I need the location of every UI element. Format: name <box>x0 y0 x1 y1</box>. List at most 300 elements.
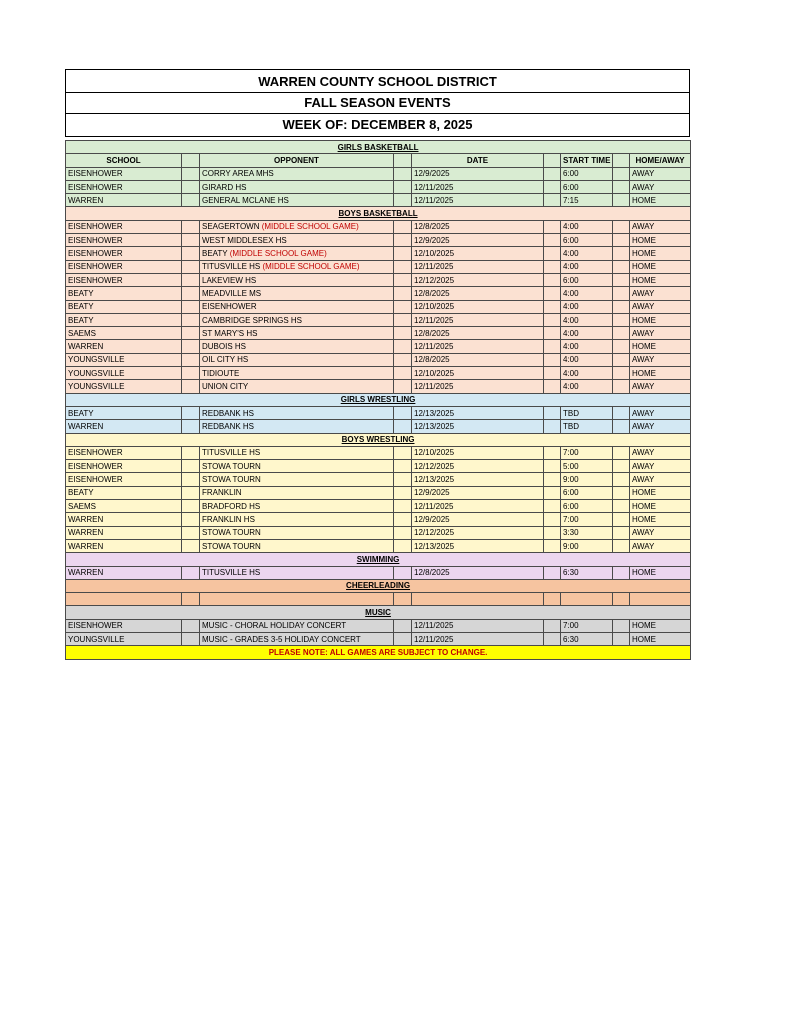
start-time-cell: 9:00 <box>561 473 613 486</box>
section-header-girls-wrestling <box>66 393 691 406</box>
opponent-cell: REDBANK HS <box>200 406 394 419</box>
section-title: CHEERLEADING <box>66 579 691 592</box>
spacer-cell <box>182 367 200 380</box>
spacer-cell <box>613 526 630 539</box>
opponent-cell: TIDIOUTE <box>200 367 394 380</box>
table-row <box>66 420 691 433</box>
section-title: BOYS WRESTLING <box>66 433 691 446</box>
table-row <box>66 194 691 207</box>
start-time-cell: 4:00 <box>561 380 613 393</box>
spacer-cell <box>182 234 200 247</box>
date-cell: 12/12/2025 <box>412 460 544 473</box>
school-cell: WARREN <box>66 420 182 433</box>
section-title: GIRLS BASKETBALL <box>66 141 691 154</box>
table-row <box>66 167 691 180</box>
spacer-cell <box>613 154 630 167</box>
start-time-cell: 6:00 <box>561 167 613 180</box>
start-time-cell: 4:00 <box>561 300 613 313</box>
opponent-cell <box>200 593 394 606</box>
spacer-cell <box>394 313 412 326</box>
spacer-cell <box>613 180 630 193</box>
spacer-cell <box>394 154 412 167</box>
start-time-cell: 4:00 <box>561 340 613 353</box>
table-row <box>66 353 691 366</box>
home-away-cell: AWAY <box>630 167 691 180</box>
spacer-cell <box>544 313 561 326</box>
school-cell: WARREN <box>66 539 182 552</box>
opponent-cell: UNION CITY <box>200 380 394 393</box>
spacer-cell <box>182 154 200 167</box>
section-header-boys-wrestling <box>66 433 691 446</box>
home-away-cell: AWAY <box>630 380 691 393</box>
spacer-cell <box>394 220 412 233</box>
spacer-cell <box>544 593 561 606</box>
section-header-girls-basketball <box>66 141 691 154</box>
date-cell: 12/10/2025 <box>412 247 544 260</box>
spacer-cell <box>544 420 561 433</box>
date-cell: 12/11/2025 <box>412 313 544 326</box>
table-row <box>66 367 691 380</box>
spacer-cell <box>544 167 561 180</box>
spacer-cell <box>182 180 200 193</box>
table-row <box>66 619 691 632</box>
opponent-cell: TITUSVILLE HS <box>200 446 394 459</box>
school-cell: YOUNGSVILLE <box>66 353 182 366</box>
spacer-cell <box>613 539 630 552</box>
start-time-cell: 4:00 <box>561 260 613 273</box>
spacer-cell <box>613 420 630 433</box>
spacer-cell <box>613 327 630 340</box>
home-away-cell <box>630 593 691 606</box>
school-cell: EISENHOWER <box>66 180 182 193</box>
date-cell: 12/9/2025 <box>412 167 544 180</box>
spacer-cell <box>613 300 630 313</box>
opponent-cell: SEAGERTOWN (MIDDLE SCHOOL GAME) <box>200 220 394 233</box>
home-away-cell: AWAY <box>630 420 691 433</box>
home-away-cell: HOME <box>630 194 691 207</box>
spacer-cell <box>613 513 630 526</box>
start-time-cell <box>561 593 613 606</box>
school-cell: BEATY <box>66 486 182 499</box>
opponent-cell: BRADFORD HS <box>200 500 394 513</box>
home-away-cell: HOME <box>630 486 691 499</box>
spacer-cell <box>182 566 200 579</box>
home-away-cell: HOME <box>630 566 691 579</box>
table-row <box>66 500 691 513</box>
home-away-cell: HOME <box>630 234 691 247</box>
spacer-cell <box>544 287 561 300</box>
spacer-cell <box>182 260 200 273</box>
school-cell: EISENHOWER <box>66 473 182 486</box>
spacer-cell <box>613 287 630 300</box>
spacer-cell <box>394 486 412 499</box>
date-cell: 12/11/2025 <box>412 632 544 645</box>
spacer-cell <box>394 194 412 207</box>
spacer-cell <box>613 446 630 459</box>
spacer-cell <box>394 327 412 340</box>
school-cell: EISENHOWER <box>66 247 182 260</box>
spacer-cell <box>544 260 561 273</box>
home-away-cell: AWAY <box>630 327 691 340</box>
start-time-cell: 3:30 <box>561 526 613 539</box>
spacer-cell <box>544 500 561 513</box>
date-cell: 12/10/2025 <box>412 300 544 313</box>
school-cell: EISENHOWER <box>66 446 182 459</box>
spacer-cell <box>613 380 630 393</box>
opponent-cell: FRANKLIN HS <box>200 513 394 526</box>
table-row <box>66 593 691 606</box>
date-cell: 12/11/2025 <box>412 260 544 273</box>
date-cell: 12/12/2025 <box>412 526 544 539</box>
start-time-cell: 4:00 <box>561 367 613 380</box>
school-cell: WARREN <box>66 513 182 526</box>
date-cell: 12/12/2025 <box>412 273 544 286</box>
table-row <box>66 486 691 499</box>
table-row <box>66 446 691 459</box>
opponent-cell: CAMBRIDGE SPRINGS HS <box>200 313 394 326</box>
start-time-cell: 6:00 <box>561 500 613 513</box>
spacer-cell <box>394 460 412 473</box>
spacer-cell <box>544 367 561 380</box>
start-time-cell: 4:00 <box>561 220 613 233</box>
table-row <box>66 313 691 326</box>
school-cell: SAEMS <box>66 327 182 340</box>
start-time-cell: 4:00 <box>561 313 613 326</box>
table-row <box>66 180 691 193</box>
spacer-cell <box>394 513 412 526</box>
opponent-cell: OIL CITY HS <box>200 353 394 366</box>
opponent-cell: GIRARD HS <box>200 180 394 193</box>
school-cell: BEATY <box>66 406 182 419</box>
start-time-cell: 5:00 <box>561 460 613 473</box>
spacer-cell <box>544 340 561 353</box>
spacer-cell <box>544 300 561 313</box>
spacer-cell <box>394 446 412 459</box>
date-cell: 12/8/2025 <box>412 220 544 233</box>
section-title: GIRLS WRESTLING <box>66 393 691 406</box>
school-cell <box>66 593 182 606</box>
section-header-swimming <box>66 553 691 566</box>
spacer-cell <box>182 247 200 260</box>
start-time-cell: TBD <box>561 406 613 419</box>
spacer-cell <box>544 526 561 539</box>
section-title: SWIMMING <box>66 553 691 566</box>
spacer-cell <box>544 446 561 459</box>
opponent-cell: REDBANK HS <box>200 420 394 433</box>
date-cell <box>412 593 544 606</box>
opponent-cell: BEATY (MIDDLE SCHOOL GAME) <box>200 247 394 260</box>
date-cell: 12/9/2025 <box>412 486 544 499</box>
spacer-cell <box>182 446 200 459</box>
table-row <box>66 632 691 645</box>
spacer-cell <box>613 500 630 513</box>
spacer-cell <box>182 313 200 326</box>
spacer-cell <box>613 273 630 286</box>
spacer-cell <box>182 619 200 632</box>
district-title: WARREN COUNTY SCHOOL DISTRICT <box>65 69 690 92</box>
date-cell: 12/11/2025 <box>412 194 544 207</box>
table-row <box>66 327 691 340</box>
section-title: MUSIC <box>66 606 691 619</box>
table-row <box>66 513 691 526</box>
home-away-cell: HOME <box>630 619 691 632</box>
col-header-home-away: HOME/AWAY <box>630 154 691 167</box>
date-cell: 12/13/2025 <box>412 473 544 486</box>
school-cell: SAEMS <box>66 500 182 513</box>
start-time-cell: 6:00 <box>561 234 613 247</box>
spacer-cell <box>544 247 561 260</box>
opponent-cell: MUSIC - CHORAL HOLIDAY CONCERT <box>200 619 394 632</box>
middle-school-note: (MIDDLE SCHOOL GAME) <box>227 249 327 259</box>
spacer-cell <box>394 260 412 273</box>
spacer-cell <box>182 167 200 180</box>
spacer-cell <box>394 500 412 513</box>
home-away-cell: AWAY <box>630 353 691 366</box>
home-away-cell: HOME <box>630 632 691 645</box>
start-time-cell: 7:00 <box>561 446 613 459</box>
spacer-cell <box>613 247 630 260</box>
date-cell: 12/9/2025 <box>412 234 544 247</box>
home-away-cell: AWAY <box>630 220 691 233</box>
spacer-cell <box>182 220 200 233</box>
opponent-cell: STOWA TOURN <box>200 526 394 539</box>
spacer-cell <box>182 273 200 286</box>
spacer-cell <box>613 632 630 645</box>
spacer-cell <box>613 260 630 273</box>
spacer-cell <box>544 513 561 526</box>
middle-school-note: (MIDDLE SCHOOL GAME) <box>260 262 360 272</box>
school-cell: EISENHOWER <box>66 619 182 632</box>
season-title: FALL SEASON EVENTS <box>65 92 690 113</box>
school-cell: YOUNGSVILLE <box>66 632 182 645</box>
footer-note-row <box>66 646 691 659</box>
spacer-cell <box>544 380 561 393</box>
spacer-cell <box>394 234 412 247</box>
section-title: BOYS BASKETBALL <box>66 207 691 220</box>
school-cell: YOUNGSVILLE <box>66 367 182 380</box>
home-away-cell: AWAY <box>630 526 691 539</box>
schedule-table <box>65 140 691 660</box>
spacer-cell <box>394 380 412 393</box>
table-row <box>66 273 691 286</box>
home-away-cell: AWAY <box>630 473 691 486</box>
spacer-cell <box>613 486 630 499</box>
spacer-cell <box>613 194 630 207</box>
start-time-cell: 6:00 <box>561 273 613 286</box>
spacer-cell <box>544 406 561 419</box>
opponent-cell: STOWA TOURN <box>200 473 394 486</box>
school-cell: WARREN <box>66 526 182 539</box>
home-away-cell: HOME <box>630 260 691 273</box>
date-cell: 12/9/2025 <box>412 513 544 526</box>
start-time-cell: TBD <box>561 420 613 433</box>
opponent-cell: ST MARY'S HS <box>200 327 394 340</box>
table-row <box>66 380 691 393</box>
spacer-cell <box>182 327 200 340</box>
home-away-cell: HOME <box>630 313 691 326</box>
spacer-cell <box>544 194 561 207</box>
start-time-cell: 6:30 <box>561 632 613 645</box>
spacer-cell <box>182 500 200 513</box>
date-cell: 12/11/2025 <box>412 180 544 193</box>
spacer-cell <box>394 473 412 486</box>
spacer-cell <box>394 180 412 193</box>
spacer-cell <box>544 539 561 552</box>
opponent-cell: DUBOIS HS <box>200 340 394 353</box>
school-cell: EISENHOWER <box>66 260 182 273</box>
start-time-cell: 7:00 <box>561 513 613 526</box>
spacer-cell <box>182 486 200 499</box>
spacer-cell <box>394 539 412 552</box>
spacer-cell <box>394 420 412 433</box>
spacer-cell <box>182 513 200 526</box>
school-cell: YOUNGSVILLE <box>66 380 182 393</box>
table-row <box>66 260 691 273</box>
start-time-cell: 4:00 <box>561 247 613 260</box>
table-row <box>66 539 691 552</box>
school-cell: EISENHOWER <box>66 167 182 180</box>
spacer-cell <box>182 194 200 207</box>
date-cell: 12/8/2025 <box>412 566 544 579</box>
spacer-cell <box>544 154 561 167</box>
col-header-school: SCHOOL <box>66 154 182 167</box>
start-time-cell: 6:00 <box>561 180 613 193</box>
spacer-cell <box>613 220 630 233</box>
table-row <box>66 247 691 260</box>
spacer-cell <box>182 406 200 419</box>
spacer-cell <box>182 460 200 473</box>
table-row <box>66 566 691 579</box>
home-away-cell: HOME <box>630 273 691 286</box>
spacer-cell <box>182 340 200 353</box>
opponent-cell: GENERAL MCLANE HS <box>200 194 394 207</box>
table-row <box>66 460 691 473</box>
home-away-cell: AWAY <box>630 446 691 459</box>
spacer-cell <box>613 313 630 326</box>
start-time-cell: 9:00 <box>561 539 613 552</box>
school-cell: EISENHOWER <box>66 460 182 473</box>
date-cell: 12/10/2025 <box>412 367 544 380</box>
spacer-cell <box>544 327 561 340</box>
opponent-cell: EISENHOWER <box>200 300 394 313</box>
school-cell: BEATY <box>66 300 182 313</box>
spacer-cell <box>544 180 561 193</box>
opponent-cell: MUSIC - GRADES 3-5 HOLIDAY CONCERT <box>200 632 394 645</box>
start-time-cell: 6:30 <box>561 566 613 579</box>
school-cell: WARREN <box>66 194 182 207</box>
spacer-cell <box>613 353 630 366</box>
opponent-cell: STOWA TOURN <box>200 539 394 552</box>
school-cell: WARREN <box>66 566 182 579</box>
date-cell: 12/10/2025 <box>412 446 544 459</box>
footer-note: PLEASE NOTE: ALL GAMES ARE SUBJECT TO CHANGE. <box>66 646 691 659</box>
spacer-cell <box>613 460 630 473</box>
spacer-cell <box>544 566 561 579</box>
opponent-cell: LAKEVIEW HS <box>200 273 394 286</box>
table-row <box>66 473 691 486</box>
home-away-cell: AWAY <box>630 406 691 419</box>
date-cell: 12/13/2025 <box>412 420 544 433</box>
home-away-cell: AWAY <box>630 539 691 552</box>
home-away-cell: AWAY <box>630 300 691 313</box>
date-cell: 12/11/2025 <box>412 619 544 632</box>
home-away-cell: HOME <box>630 367 691 380</box>
start-time-cell: 7:00 <box>561 619 613 632</box>
spacer-cell <box>182 593 200 606</box>
spacer-cell <box>613 167 630 180</box>
spacer-cell <box>613 473 630 486</box>
spacer-cell <box>394 632 412 645</box>
col-header-opponent: OPPONENT <box>200 154 394 167</box>
spacer-cell <box>394 273 412 286</box>
spacer-cell <box>394 300 412 313</box>
spacer-cell <box>544 220 561 233</box>
spacer-cell <box>613 619 630 632</box>
date-cell: 12/11/2025 <box>412 500 544 513</box>
opponent-cell: TITUSVILLE HS <box>200 566 394 579</box>
date-cell: 12/11/2025 <box>412 340 544 353</box>
spacer-cell <box>394 406 412 419</box>
spacer-cell <box>394 367 412 380</box>
section-header-boys-basketball <box>66 207 691 220</box>
start-time-cell: 6:00 <box>561 486 613 499</box>
table-row <box>66 406 691 419</box>
spacer-cell <box>613 367 630 380</box>
spacer-cell <box>613 566 630 579</box>
spacer-cell <box>394 566 412 579</box>
date-cell: 12/8/2025 <box>412 287 544 300</box>
home-away-cell: HOME <box>630 340 691 353</box>
spacer-cell <box>613 406 630 419</box>
spacer-cell <box>544 273 561 286</box>
start-time-cell: 7:15 <box>561 194 613 207</box>
spacer-cell <box>394 619 412 632</box>
spacer-cell <box>544 234 561 247</box>
school-cell: BEATY <box>66 287 182 300</box>
school-cell: WARREN <box>66 340 182 353</box>
spacer-cell <box>544 460 561 473</box>
spacer-cell <box>544 473 561 486</box>
table-row <box>66 526 691 539</box>
spacer-cell <box>394 167 412 180</box>
school-cell: EISENHOWER <box>66 234 182 247</box>
spacer-cell <box>182 539 200 552</box>
spacer-cell <box>182 420 200 433</box>
section-header-music <box>66 606 691 619</box>
home-away-cell: HOME <box>630 513 691 526</box>
spacer-cell <box>182 473 200 486</box>
spacer-cell <box>182 300 200 313</box>
opponent-cell: STOWA TOURN <box>200 460 394 473</box>
spacer-cell <box>394 247 412 260</box>
opponent-cell: FRANKLIN <box>200 486 394 499</box>
spacer-cell <box>613 593 630 606</box>
school-cell: EISENHOWER <box>66 273 182 286</box>
date-cell: 12/13/2025 <box>412 406 544 419</box>
section-header-cheerleading <box>66 579 691 592</box>
spacer-cell <box>182 632 200 645</box>
column-headers <box>66 154 691 167</box>
table-row <box>66 300 691 313</box>
spacer-cell <box>394 340 412 353</box>
spacer-cell <box>544 632 561 645</box>
start-time-cell: 4:00 <box>561 287 613 300</box>
home-away-cell: HOME <box>630 500 691 513</box>
table-row <box>66 340 691 353</box>
col-header-start-time: START TIME <box>561 154 613 167</box>
date-cell: 12/8/2025 <box>412 327 544 340</box>
spacer-cell <box>182 526 200 539</box>
